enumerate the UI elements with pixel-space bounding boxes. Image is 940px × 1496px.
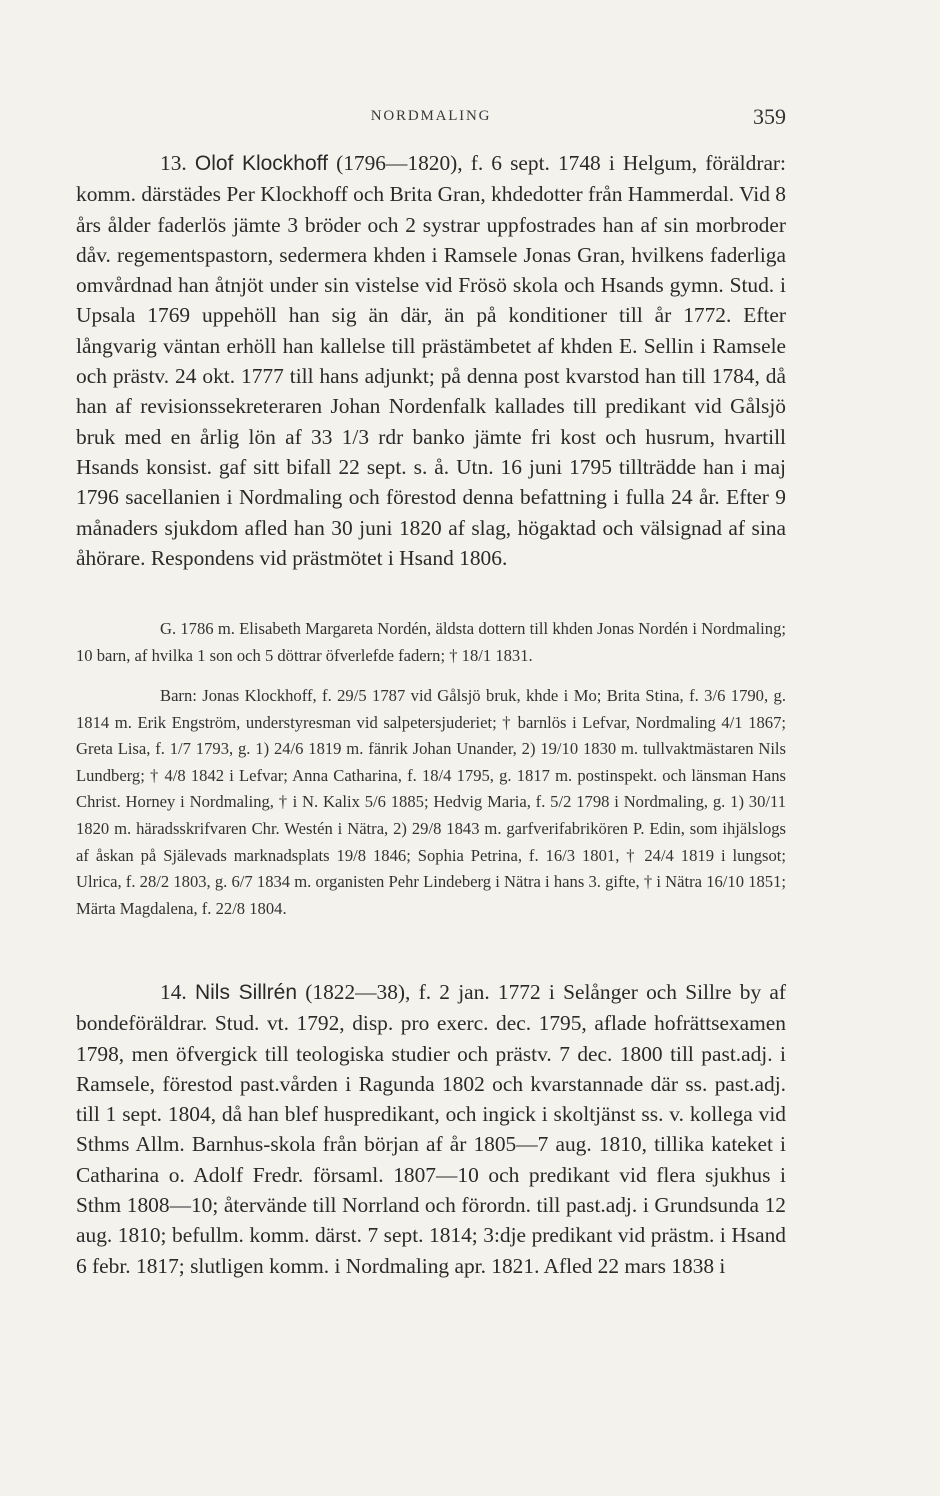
entry-14-name: Nils Sillrén [194,981,298,1004]
page-number: 359 [753,104,786,129]
entry-13-children-note: Barn: Jonas Klockhoff, f. 29/5 1787 vid Gålsjö bruk, khde i Mo; Brita Stina, f. 3/6 1790, g. 1814 m. Erik Engström, understyresman vid salpetersjuderiet; † barnlös i Lefvar, Nordmaling 4/1 1867; Greta Lisa, f. 1/7 1793, g. 1) 24/6 1819 m. fänrik Johan Unander, 2) 19/10 1830 m. tullvaktmästaren Nils Lundberg; † 4/8 1842 i Lefvar; Anna Catharina, f. 18/4 1795, g. 1817 m. postinspekt. och länsman Hans Christ. Horney i Nordmaling, † i N. Kalix 5/6 1885; Hedvig Maria, f. 5/2 1798 i Nordmaling, g. 1) 30/11 1820 m. häradsskrifvaren Chr. Westén i Nätra, 2) 29/8 1843 m. garfverifabrikören P. Edin, som ihjälslogs af åskan på Själevads marknadsplats 19/8 1846; Sophia Petrina, f. 16/3 1801, † 24/4 1819 i lungsot; Ulrica, f. 28/2 1803, g. 6/7 1834 m. organisten Pehr Lindeberg i Nätra i hans 3. gifte, † i Nätra 16/10 1851; Märta Magdalena, f. 22/8 1804. [76,686,786,918]
entry-14-text: (1822—38), f. 2 jan. 1772 i Selånger och Sillre by af bondeföräldrar. Stud. vt. 1792, disp. pro exerc. dec. 1795, aflade hofrättsexamen 1798, men öfvergick till teologiska studier och prästv. 7 dec. 1800 till past.adj. i Ramsele, förestod past.vården i Ragunda 1802 och kvarstannade där ss. past.adj. till 1 sept. 1804, då han blef huspredikant, och ingick i skoltjänst ss. v. kollega vid Sthms Allm. Barnhus-skola från början af år 1805—7 aug. 1810, tillika kateket i Catharina o. Adolf Fredr. församl. 1807—10 och predikant vid flera sjukhus i Sthm 1808—10; återvände till Norrland och förordn. till past.adj. i Grundsunda 12 aug. 1810; befullm. komm. därst. 7 sept. 1814; 3:dje predikant vid prästm. i Hsand 6 febr. 1817; slutligen komm. i Nordmaling apr. 1821. Afled 22 mars 1838 i [76,980,786,1278]
entry-13-marriage-note: G. 1786 m. Elisabeth Margareta Nordén, äldsta dottern till khden Jonas Nordén i Nordmaling; 10 barn, af hvilka 1 son och 5 döttrar öfverlefde fadern; † 18/1 1831. [76,619,786,665]
entry-14 [76,977,786,1281]
running-head: NORDMALING [370,108,492,124]
entry-14-number: 14. [160,980,187,1004]
entry-13 [76,148,786,573]
entry-13-name: Olof Klockhoff [194,152,328,175]
entry-13-text: (1796—1820), f. 6 sept. 1748 i Helgum, föräldrar: komm. därstädes Per Klockhoff och Brita Gran, khdedotter från Hammerdal. Vid 8 års ålder faderlös jämte 3 bröder och 2 systrar uppfostrades han af sin morbroder dåv. regementspastorn, sedermera khden i Ramsele Jonas Gran, hvilkens faderliga omvårdnad han åtnjöt under sin vistelse vid Frösö skola och Hsands gymn. Stud. i Upsala 1769 uppehöll han sig än där, än på konditioner till år 1772. Efter långvarig väntan erhöll han kallelse till prästämbetet af khden E. Sellin i Ramsele och prästv. 24 okt. 1777 till hans adjunkt; på denna post kvarstod han till 1784, då han af revisionssekreteraren Johan Nordenfalk kallades till predikant vid Gålsjö bruk med en årlig lön af 33 1/3 rdr banko jämte fri kost och husrum, hvartill Hsands konsist. gaf sitt bifall 22 sept. s. å. Utn. 16 juni 1795 tillträdde han i maj 1796 sacellanien i Nordmaling och förestod denna befattning i fulla 24 år. Efter 9 månaders sjukdom afled han 30 juni 1820 af slag, högaktad och välsignad af sina åhörare. Respondens vid prästmötet i Hsand 1806. [76,151,787,570]
page-header [76,104,786,134]
entry-13-number: 13. [160,151,187,175]
